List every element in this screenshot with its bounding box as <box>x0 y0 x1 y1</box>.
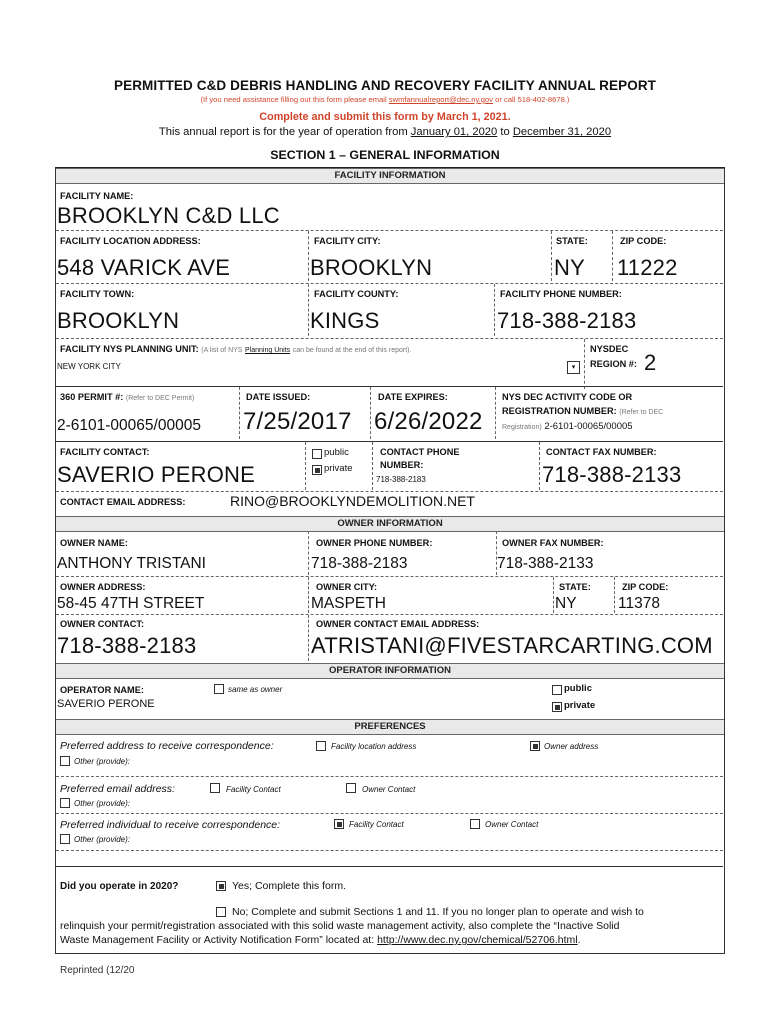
operator-name-value[interactable]: SAVERIO PERONE <box>57 698 155 710</box>
owner-info-band: OWNER INFORMATION <box>56 516 724 532</box>
contact-email-label: CONTACT EMAIL ADDRESS: <box>60 497 186 507</box>
planning-unit-value[interactable]: NEW YORK CITY <box>57 362 121 371</box>
owner-email-value[interactable]: ATRISTANI@FIVESTARCARTING.COM <box>311 633 713 658</box>
facility-zip-label: ZIP CODE: <box>620 236 667 246</box>
activity-code-value[interactable]: Registration) 2-6101-00065/00005 <box>502 421 633 432</box>
pref-email-facility-label: Facility Contact <box>226 785 281 794</box>
contact-public-checkbox[interactable] <box>312 449 322 459</box>
region-label-2: REGION #: <box>590 359 637 369</box>
facility-address-label: FACILITY LOCATION ADDRESS: <box>60 236 201 246</box>
pref-address-facility-checkbox[interactable] <box>316 741 326 751</box>
facility-address-value[interactable]: 548 VARICK AVE <box>57 255 231 280</box>
operate-yes-label: Yes; Complete this form. <box>232 880 346 892</box>
facility-town-label: FACILITY TOWN: <box>60 289 135 299</box>
period-start: January 01, 2020 <box>410 126 498 138</box>
activity-code-label-2: REGISTRATION NUMBER: (Refer to DEC <box>502 406 664 416</box>
facility-phone-value[interactable]: 718-388-2183 <box>497 308 637 333</box>
facility-county-value[interactable]: KINGS <box>310 308 380 333</box>
owner-state-label: STATE: <box>559 582 591 592</box>
operate-no-checkbox[interactable] <box>216 907 226 917</box>
pref-email-question: Preferred email address: <box>60 783 175 795</box>
owner-address-label: OWNER ADDRESS: <box>60 582 146 592</box>
operator-info-band: OPERATOR INFORMATION <box>56 663 724 679</box>
owner-city-label: OWNER CITY: <box>316 582 378 592</box>
facility-zip-value[interactable]: 11222 <box>617 255 678 280</box>
contact-email-value[interactable]: RINO@BROOKLYNDEMOLITION.NET <box>230 493 475 509</box>
pref-email-other-label: Other (provide): <box>74 799 131 808</box>
operator-public-checkbox[interactable] <box>552 685 562 695</box>
owner-name-value[interactable]: ANTHONY TRISTANI <box>57 555 206 572</box>
facility-state-label: STATE: <box>556 236 588 246</box>
pref-individual-other-label: Other (provide): <box>74 835 131 844</box>
date-expires-value[interactable]: 6/26/2022 <box>374 408 483 435</box>
owner-zip-label: ZIP CODE: <box>622 582 669 592</box>
facility-name-label: FACILITY NAME: <box>60 191 134 201</box>
due-notice: Complete and submit this form by March 1, 2021. <box>259 111 511 123</box>
owner-name-label: OWNER NAME: <box>60 538 128 548</box>
operator-public-label: public <box>564 683 592 694</box>
contact-fax-label: CONTACT FAX NUMBER: <box>546 447 657 457</box>
pref-email-owner-label: Owner Contact <box>362 785 416 794</box>
facility-phone-label: FACILITY PHONE NUMBER: <box>500 289 622 299</box>
facility-state-value[interactable]: NY <box>554 255 585 280</box>
permit-label: 360 PERMIT #: (Refer to DEC Permit) <box>60 392 195 402</box>
pref-individual-owner-checkbox[interactable] <box>470 819 480 829</box>
report-title: PERMITTED C&D DEBRIS HANDLING AND RECOVERY FACILITY ANNUAL REPORT <box>113 78 657 93</box>
same-as-owner-checkbox[interactable] <box>214 684 224 694</box>
pref-address-facility-label: Facility location address <box>331 742 417 751</box>
pref-individual-other-checkbox[interactable] <box>60 834 70 844</box>
pref-individual-facility-label: Facility Contact <box>349 820 404 829</box>
owner-phone-label: OWNER PHONE NUMBER: <box>316 538 433 548</box>
contact-phone-label-1: CONTACT PHONE <box>380 447 460 457</box>
date-issued-value[interactable]: 7/25/2017 <box>243 408 352 435</box>
pref-individual-facility-checkbox[interactable] <box>334 819 344 829</box>
owner-address-value[interactable]: 58-45 47TH STREET <box>57 595 205 612</box>
owner-state-value[interactable]: NY <box>555 595 577 612</box>
assistance-note: (If you need assistance filling out this form please email swmfannualreport@dec.ny.gov or call 518-402-8678.) <box>200 95 570 104</box>
permit-value[interactable]: 2-6101-00065/00005 <box>57 417 201 434</box>
operate-no-line-1: No; Complete and submit Sections 1 and 11. If you no longer plan to operate and wish to <box>232 906 644 918</box>
owner-fax-value[interactable]: 718-388-2133 <box>497 555 594 572</box>
facility-city-value[interactable]: BROOKLYN <box>310 255 433 280</box>
facility-contact-label: FACILITY CONTACT: <box>60 447 150 457</box>
activity-code-label-1: NYS DEC ACTIVITY CODE OR <box>502 392 633 402</box>
region-label-1: NYSDEC <box>590 344 629 354</box>
owner-fax-label: OWNER FAX NUMBER: <box>502 538 604 548</box>
facility-city-label: FACILITY CITY: <box>314 236 381 246</box>
facility-name-value[interactable]: BROOKLYN C&D LLC <box>57 203 280 228</box>
section-title: SECTION 1 – GENERAL INFORMATION <box>270 148 500 162</box>
contact-phone-label-2: NUMBER: <box>380 460 424 470</box>
operate-no-line-2: relinquish your permit/registration associated with this solid waste management activity, also complete the “Inactive Solid <box>60 920 620 932</box>
planning-unit-dropdown-icon[interactable]: ▾ <box>567 361 580 374</box>
period-end: December 31, 2020 <box>512 126 612 138</box>
assistance-email-link[interactable]: swmfannualreport@dec.ny.gov <box>388 95 494 104</box>
inactive-form-link[interactable]: http://www.dec.ny.gov/chemical/52706.html <box>377 934 578 946</box>
preferences-band: PREFERENCES <box>56 719 724 735</box>
planning-units-link[interactable]: Planning Units <box>245 347 291 354</box>
operator-private-checkbox[interactable] <box>552 702 562 712</box>
date-expires-label: DATE EXPIRES: <box>378 392 448 402</box>
pref-address-other-checkbox[interactable] <box>60 756 70 766</box>
pref-address-owner-checkbox[interactable] <box>530 741 540 751</box>
operate-yes-checkbox[interactable] <box>216 881 226 891</box>
owner-phone-value[interactable]: 718-388-2183 <box>311 555 408 572</box>
owner-zip-value[interactable]: 11378 <box>618 595 660 612</box>
contact-phone-value[interactable]: 718-388-2183 <box>376 475 426 484</box>
pref-address-owner-label: Owner address <box>544 742 599 751</box>
operate-question: Did you operate in 2020? <box>60 881 179 892</box>
pref-address-other-label: Other (provide): <box>74 757 131 766</box>
owner-email-label: OWNER CONTACT EMAIL ADDRESS: <box>316 619 480 629</box>
contact-fax-value[interactable]: 718-388-2133 <box>542 462 682 487</box>
facility-info-band: FACILITY INFORMATION <box>56 168 724 184</box>
date-issued-label: DATE ISSUED: <box>246 392 311 402</box>
operator-name-label: OPERATOR NAME: <box>60 685 144 695</box>
facility-town-value[interactable]: BROOKLYN <box>57 308 180 333</box>
pref-email-other-checkbox[interactable] <box>60 798 70 808</box>
owner-contact-value[interactable]: 718-388-2183 <box>57 633 197 658</box>
contact-private-checkbox[interactable] <box>312 465 322 475</box>
facility-contact-value[interactable]: SAVERIO PERONE <box>57 462 255 487</box>
region-value[interactable]: 2 <box>644 350 657 375</box>
reprint-note: Reprinted (12/20 <box>60 965 135 976</box>
facility-county-label: FACILITY COUNTY: <box>314 289 399 299</box>
contact-private-label: private <box>324 463 353 474</box>
pref-individual-question: Preferred individual to receive correspondence: <box>60 819 281 831</box>
pref-email-facility-checkbox[interactable] <box>210 783 220 793</box>
owner-city-value[interactable]: MASPETH <box>311 595 386 612</box>
pref-address-question: Preferred address to receive correspondence: <box>60 740 274 752</box>
pref-individual-owner-label: Owner Contact <box>485 820 539 829</box>
planning-unit-label: FACILITY NYS PLANNING UNIT: (A list of NYS Planning Units can be found at the end of this report). <box>60 344 412 354</box>
operator-private-label: private <box>564 700 596 711</box>
pref-email-owner-checkbox[interactable] <box>346 783 356 793</box>
owner-contact-label: OWNER CONTACT: <box>60 619 145 629</box>
operate-no-line-3: Waste Management Facility or Activity Notification Form” located at: http://www.dec.ny.gov/chemical/52706.html. <box>60 934 581 946</box>
same-as-owner-label: same as owner <box>228 685 283 694</box>
report-period: This annual report is for the year of operation from January 01, 2020 to December 31, 2020 <box>158 126 612 138</box>
contact-public-label: public <box>324 447 349 458</box>
